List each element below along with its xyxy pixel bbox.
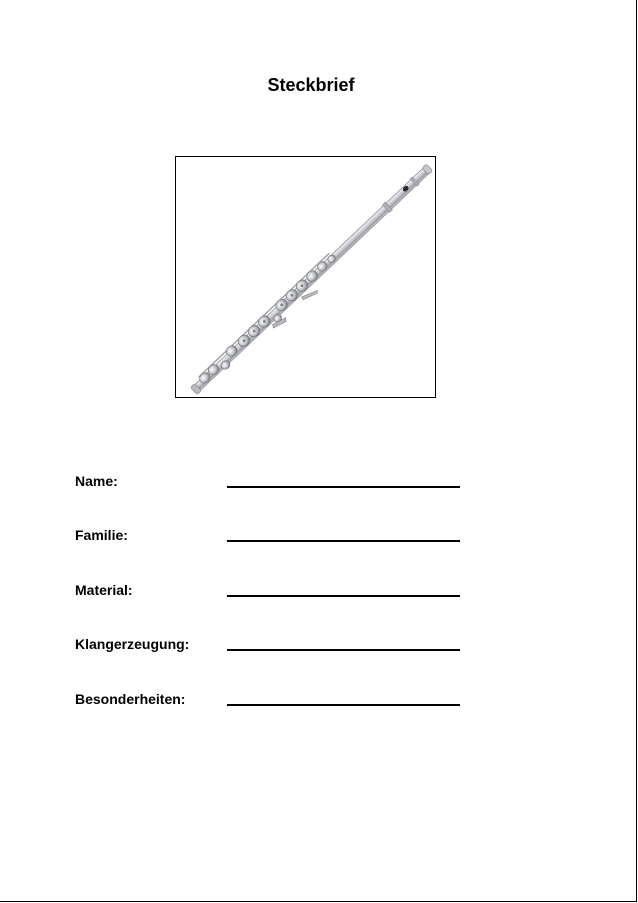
answer-line-klangerzeugung[interactable] (227, 649, 460, 651)
instrument-image-frame (175, 156, 436, 398)
field-label-besonderheiten: Besonderheiten: (75, 691, 186, 707)
answer-line-material[interactable] (227, 595, 460, 597)
field-label-name: Name: (75, 473, 118, 489)
field-label-familie: Familie: (75, 527, 128, 543)
answer-line-familie[interactable] (227, 540, 460, 542)
field-label-material: Material: (75, 582, 133, 598)
flute-icon (176, 157, 435, 397)
answer-line-besonderheiten[interactable] (227, 704, 460, 706)
answer-line-name[interactable] (227, 486, 460, 488)
field-label-klangerzeugung: Klangerzeugung: (75, 636, 190, 652)
page-title: Steckbrief (267, 75, 355, 95)
